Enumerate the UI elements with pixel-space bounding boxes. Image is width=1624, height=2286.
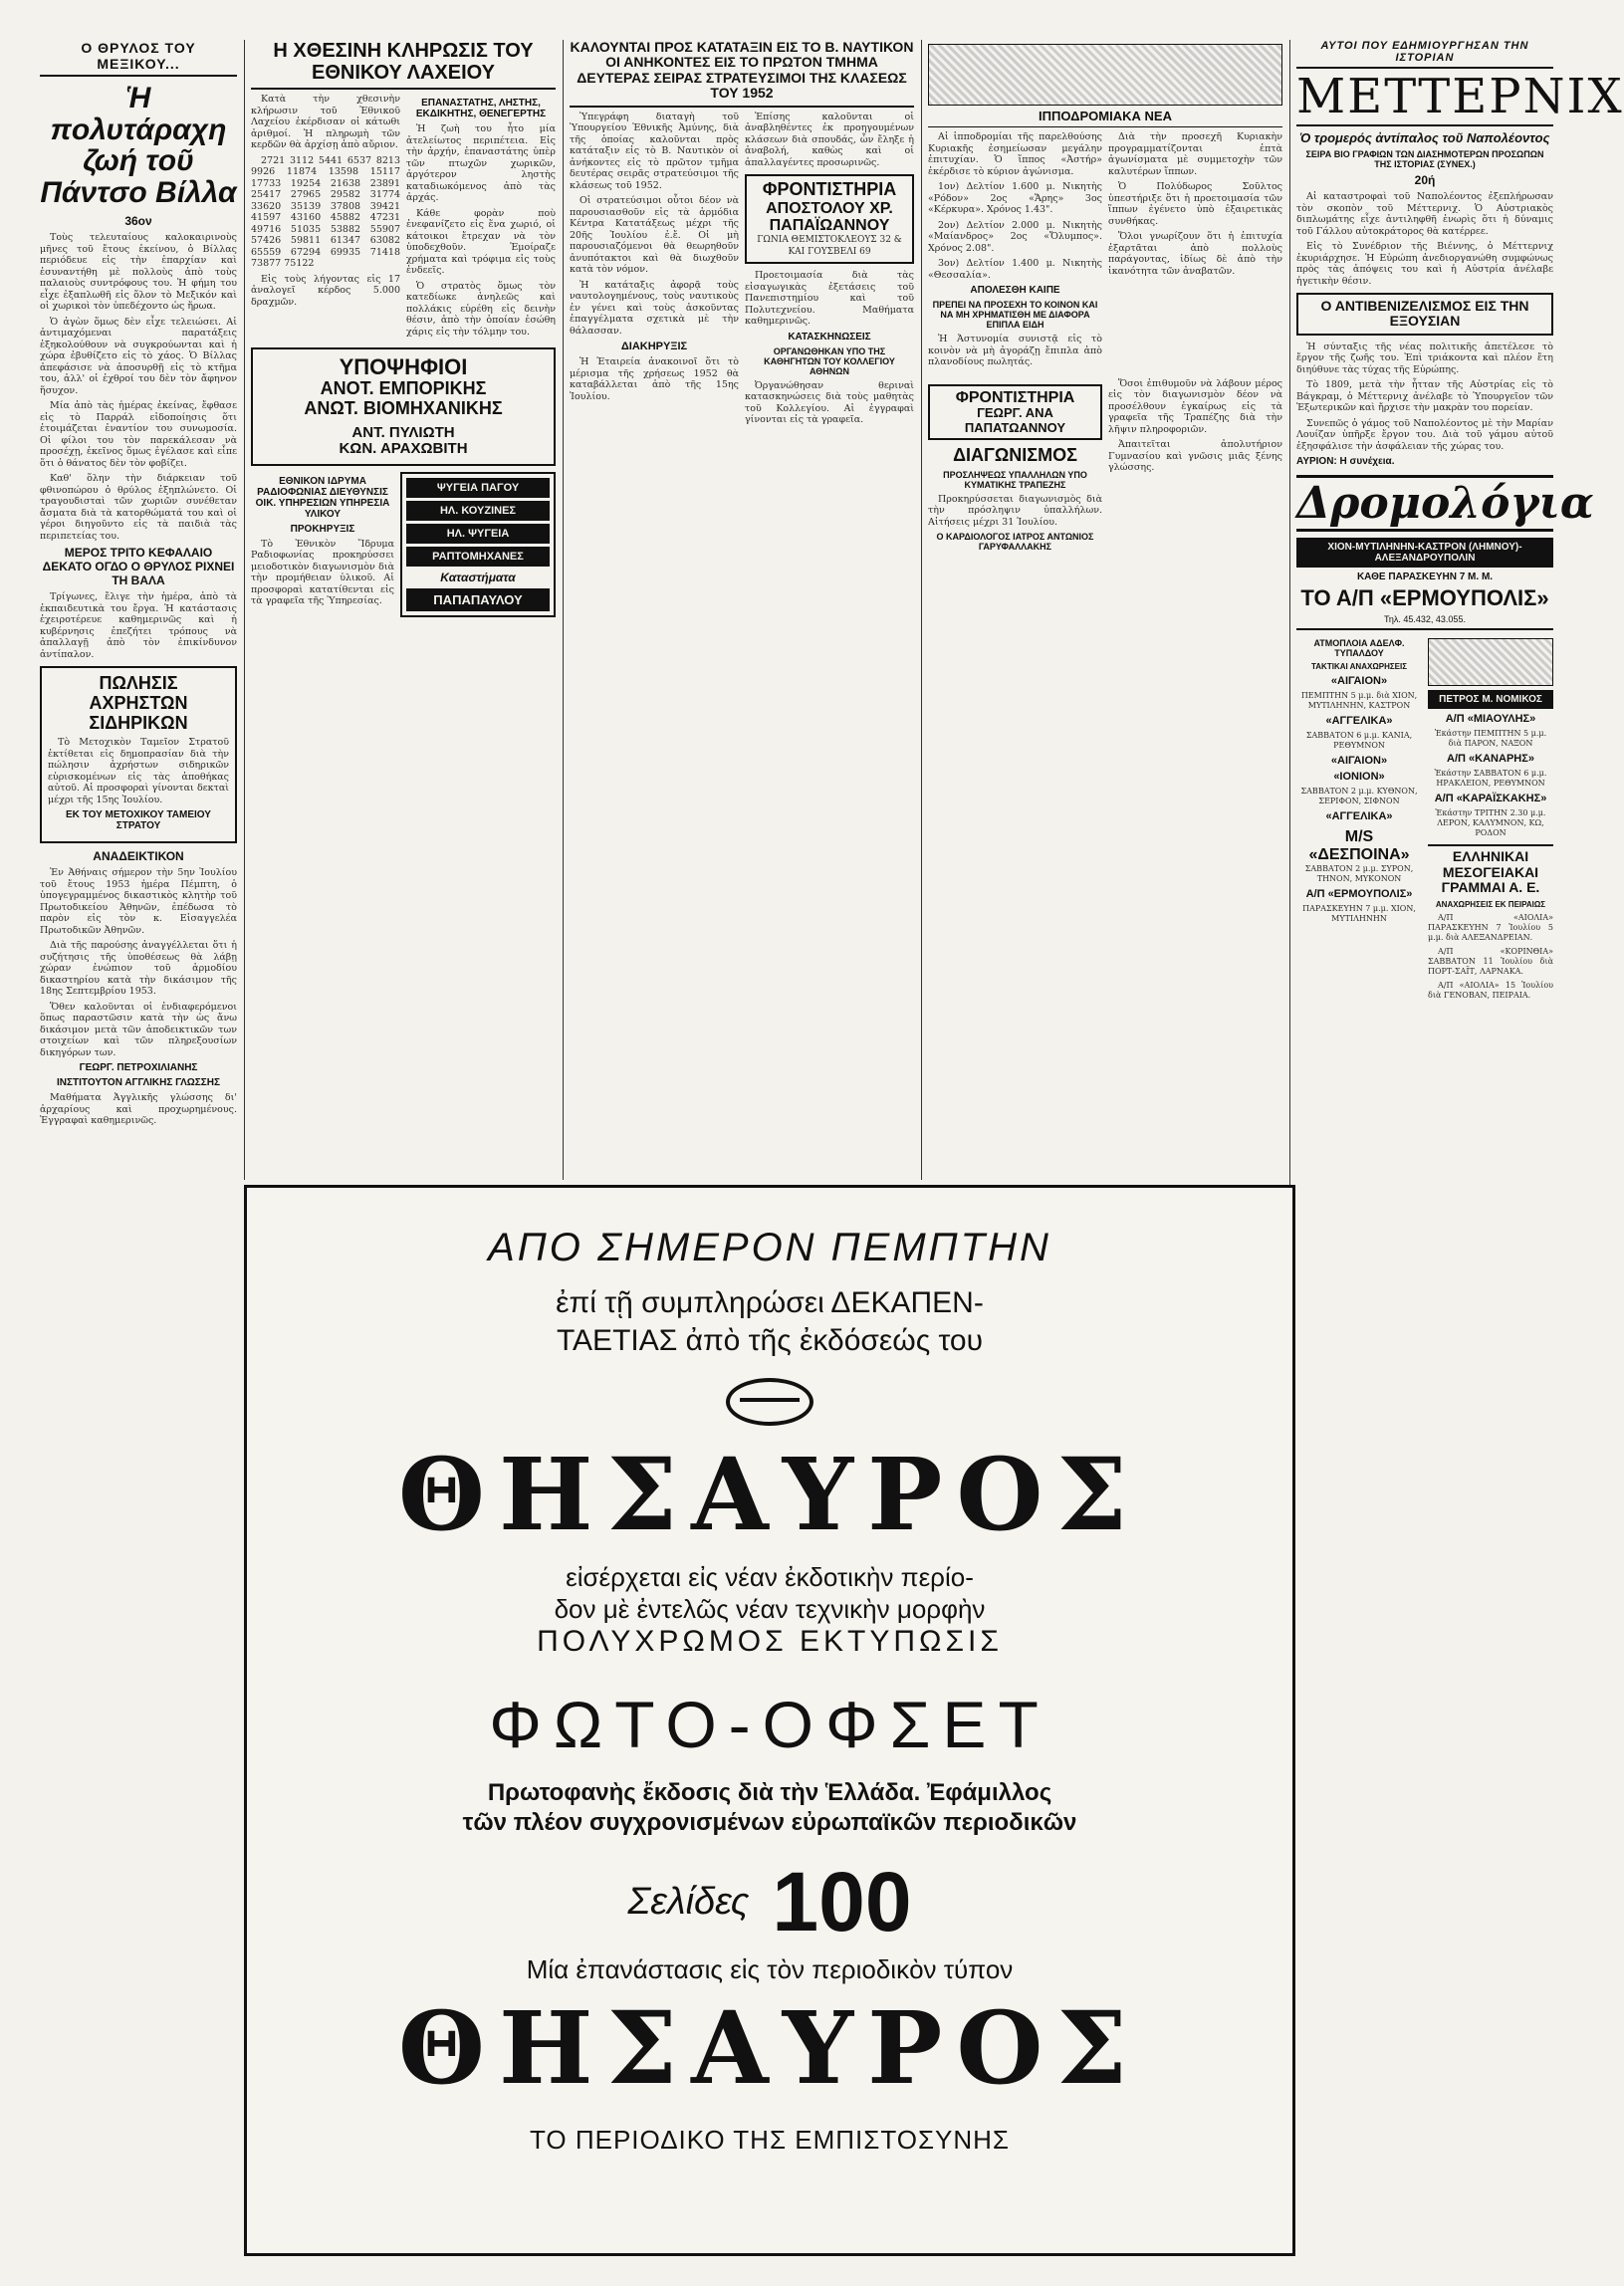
tutoring-box-2 xyxy=(928,384,1102,440)
headline: Ἡ πολυτάραχη ζωή τοῦ Πάντσο Βίλλα xyxy=(40,82,237,209)
ad-line-5a: Πρωτοφανὴς ἔκδοσις διὰ τὴν Ἑλλάδα. Ἐφάμιλλος xyxy=(487,1779,1052,1806)
kicker: ΑΥΤΟΙ ΠΟΥ ΕΔΗΜΙΟΥΡΓΗΣΑΝ ΤΗΝ ΙΣΤΟΡΙΑΝ xyxy=(1296,40,1553,69)
ship-illustration xyxy=(1428,638,1553,686)
radio-title: ΕΘΝΙΚΟΝ ΙΔΡΥΜΑ ΡΑΔΙΟΦΩΝΙΑΣ ΔΙΕΥΘΥΝΣΙΣ ΟΙΚ. ΥΠΗΡΕΣΙΩΝ ΥΠΗΡΕΣΙΑ ΥΛΙΚΟΥ xyxy=(255,475,390,520)
candidates-sub-1: ΑΝΟΤ. ΕΜΠΟΡΙΚΗΣ xyxy=(320,378,487,399)
story-body: Ἡ ζωὴ του ἦτο μία ἀτελείωτος περιπέτεια. Εἰς τὴν ἀρχήν, ἐπαναστάτης ὑπὲρ τῶν πτωχῶν χωρικῶν, ἀργότερον ληστὴς καταδιωκόμενος ἀπὸ τὰς ἀρχάς. Κάθε φορὰν ποὺ ἐνεφανίζετο εἰς ἕνα χωριό, οἱ κάτοικοι ἔτρεχαν νὰ τὸν ὑποδεχθοῦν. Ἐμοίραζε χρήματα καὶ τρόφιμα εἰς τοὺς ἐνδεεῖς. Ὁ στρατὸς ὅμως τὸν κατεδίωκε ἀνηλεῶς καὶ πολλάκις εὑρέθη εἰς δεινὴν θέσιν, ἀπὸ τὴν ὁποίαν ἐσώθη χάρις εἰς τὴν τόλμην του. xyxy=(406,123,556,338)
ad-footer: ΤΟ ΠΕΡΙΟΔΙΚΟ ΤΗΣ ΕΜΠΙΣΤΟΣΥΝΗΣ xyxy=(529,2125,1011,2155)
camp-title: ΚΑΤΑΣΚΗΝΩΣΕΙΣ xyxy=(788,331,871,343)
shop-name: ΠΑΠΑΠΑΥΛΟΥ xyxy=(406,588,550,611)
bottom-row xyxy=(251,472,556,617)
notice-title-2: ΑΝΑΔΕΙΚΤΙΚΟΝ xyxy=(93,849,184,864)
ad-line-3b: δον μὲ ἐντελῶς νέαν τεχνικὴν μορφὴν xyxy=(554,1594,986,1624)
company-name: ΑΤΜΟΠΛΟΙΑ ΑΔΕΛΦ. ΤΥΠΑΛΔΟΥ xyxy=(1313,638,1405,659)
ship-entry-text: ΣΑΒΒΑΤΟΝ 2 μ.μ. ΚΥΘΝΟΝ, ΣΕΡΙΦΟΝ, ΣΙΦΝΟΝ xyxy=(1300,787,1418,806)
column-4 xyxy=(928,40,1282,1180)
navy-body: Ὑπεγράφη διαταγὴ τοῦ Ὑπουργείου Ἐθνικῆς Ἀμύνης, διὰ τῆς ὁποίας καλοῦνται πρὸς κατάταξιν εἰς τὸ Β. Ναυτικὸν οἱ ἀνήκοντες εἰς τὸ πρῶτον τμῆμα δευτέρας σειρᾶς στρατεύσιμοι τῆς κλάσεως τοῦ 1952. Οἱ στρατεύσιμοι οὗτοι δέον νὰ παρουσιασθοῦν εἰς τὰ ἁρμόδια Κέντρα Κατατάξεως μέχρι τῆς 20ῆς Ἰουλίου ἐ.ἔ. Οἱ μὴ παρουσιαζόμενοι θὰ θεωρηθοῦν ἀνυπότακτοι καὶ θὰ διωχθοῦν κατὰ τὸν νόμον. Ἡ κατάταξις ἀφορᾷ τοὺς ναυτολογημένους, τοὺς ναυτικοὺς ἐν γένει καὶ τοὺς ἀσκοῦντας ἐπαγγέλματα σχετικὰ μὲ τὴν θάλασσαν. xyxy=(570,111,739,337)
nomikos-ship: Α/Π «ΚΑΡΑΪΣΚΑΚΗΣ» xyxy=(1434,793,1547,805)
race-illustration xyxy=(928,44,1282,106)
ad-pages-word: Σελίδες xyxy=(627,1881,750,1923)
two-column-block xyxy=(251,94,556,342)
ship-entry: «ΑΓΓΕΛΙΚΑ» xyxy=(1325,810,1393,823)
ship-entry-text: ΣΑΒΒΑΤΟΝ 6 μ.μ. ΚΑΝΙΑ, ΡΕΘΥΜΝΟΝ xyxy=(1305,731,1413,751)
ad-line-2a: ἐπί τῇ συμπληρώσει ΔΕΚΑΠΕΝ- xyxy=(556,1286,984,1319)
notice-body: Τὸ Μετοχικὸν Ταμεῖον Στρατοῦ ἐκτίθεται εἰς δημοπρασίαν διὰ τὴν πώλησιν ἀχρήστων σιδηρικῶν εὑρισκομένων εἰς τὰς ἀποθήκας αὐτοῦ. Αἱ προσφοραὶ γίνονται δεκταὶ μέχρι τῆς 15ης Ἰουλίου. xyxy=(48,737,229,805)
metternich-body-2: Ἡ σύνταξις τῆς νέας πολιτικῆς ἀπετέλεσε τὸ ἔργον τῆς ζωῆς του. Ἐπὶ τριάκοντα καὶ πλέον ἔτη διηύθυνε τὰς τύχας τῆς Εὐρώπης. Τὸ 1809, μετὰ τὴν ἧτταν τῆς Αὐστρίας εἰς τὸ Βάγκραμ, ὁ Μέττερνιχ ἀνέλαβε τὸ Ὑπουργεῖον τῶν Ἐξωτερικῶν καὶ ἤρχισε τὴν μακρὰν του πορείαν. Συνεπῶς ὁ γάμος τοῦ Ναπολέοντος μὲ τὴν Μαρίαν Λουίζαν ὑπῆρξε ἔργον του. Διὰ τοῦ γάμου αὐτοῦ ἐξησφάλισε τὴν ἀσφάλειαν τῆς χώρας του. xyxy=(1296,341,1553,452)
column-rule xyxy=(921,40,922,1180)
nomikos-ship: Α/Π «ΜΙΑΟΥΛΗΣ» xyxy=(1445,713,1536,726)
article-body: Τοὺς τελευταίους καλοκαιρινοὺς μῆνες τοῦ ἔτους ἐκείνου, ὁ Βίλλας περιόδευε εἰς τὴν ἐπαρχίαν καὶ ἐσυναντήθη μὲ πολλοὺς ἀπὸ τοὺς παλαιοὺς συντρόφους του. Ἡ φήμη του εἶχε ἐξαπλωθῆ εἰς ὅλον τὸ Μεξικόν καὶ οἱ χωρικοὶ τὸν ὑπεδέχοντο ὡς ἥρωα. Ὁ ἀγὼν ὅμως δὲν εἶχε τελειώσει. Αἱ ἀντιμαχόμεναι παρατάξεις ἐξηκολούθουν νὰ συγκρούωνται καὶ ἡ χώρα ἐβυθίζετο εἰς τὸ χάος. Ὁ Βίλλας ἀπεφάσισε νὰ ἀποσυρθῇ εἰς τὸ κτῆμα του, ἀλλ' οἱ ἐχθροί του δὲν τὸν ἄφηνον ἥσυχον. Μία ἀπὸ τὰς ἡμέρας ἐκείνας, ἔφθασε εἰς τὸ Παρράλ εἰδοποίησις ὅτι ἐτοιμάζεται ἐναντίον του συνωμοσία. Οἱ φίλοι του τὸν παρεκάλεσαν νὰ προσέχῃ, ἐκεῖνος ὅμως ἐγέλασε καὶ εἶπε ὅτι ὁ θάνατος δὲν τὸν φοβίζει. Καθ' ὅλην τὴν διάρκειαν τοῦ φθινοπώρου ὁ θρύλος ἐξηπλώνετο. Οἱ τραγουδισταὶ τῶν χωριῶν συνέθεταν ἄσματα διὰ τὰ κατορθώματά του καὶ οἱ γέροι διηγοῦντο εἰς τὰ παιδιὰ τὰς περιπετείας του. xyxy=(40,232,237,542)
continuation: ΑΥΡΙΟΝ: Η συνέχεια. xyxy=(1296,456,1395,468)
ship-name: ΤΟ Α/Π «ΕΡΜΟΥΠΟΛΙΣ» xyxy=(1300,585,1549,611)
story-column xyxy=(406,94,556,342)
tutoring-title: ΦΡΟΝΤΙΣΤΗΡΙΑ xyxy=(762,179,897,200)
schedule-row xyxy=(1296,628,1553,1004)
two-column-block xyxy=(928,131,1282,372)
nomikos-ship: Α/Π «ΚΑΝΑΡΗΣ» xyxy=(1447,753,1534,766)
right-column xyxy=(1108,131,1282,372)
ship-entry-text: Ἐκάστην ΤΡΙΤΗΝ 2.30 μ.μ. ΛΕΡΟΝ, ΚΑΛΥΜΝΟΝ, ΚΩ, ΡΟΔΟΝ xyxy=(1435,808,1546,838)
lottery-body: Κατὰ τὴν χθεσινὴν κλήρωσιν τοῦ Ἐθνικοῦ Λαχείου ἐκέρδισαν οἱ κάτωθι ἀριθμοί. Ἡ πληρωμὴ τῶν κερδῶν θὰ ἀρχίσῃ ἀπὸ αὔριον. 2721 3112 5441 6537 8213 9926 11874 13598 15117 17733 19254 21638 23891 25417 27965 29582 31774 33620 35139 37808 39421 41597 43160 45882 47231 49716 51035 53882 55907 57426 59811 61347 63082 65559 67294 69935 71418 73877 75122 Εἰς τοὺς λήγοντας εἰς 17 ἀναλογεῖ κέρδος 5.000 δραχμῶν. xyxy=(251,94,400,308)
column-2 xyxy=(251,40,556,1180)
hellenic-sub: ΑΝΑΧΩΡΗΣΕΙΣ ΕΚ ΠΕΙΡΑΙΩΣ xyxy=(1435,899,1546,909)
racing-column xyxy=(928,131,1102,372)
diak-body: Ἡ Ἑταιρεία ἀνακοινοῖ ὅτι τὸ μέρισμα τῆς χρήσεως 1952 θὰ καταβάλλεται ἀπὸ τῆς 15ης Ἰουλίου. xyxy=(570,356,739,402)
column-rule xyxy=(563,40,564,1180)
shop-ad xyxy=(400,472,556,617)
antivenizelism-title: Ο ΑΝΤΙΒΕΝΙΖΕΛΙΣΜΟΣ ΕΙΣ ΤΗΝ ΕΞΟΥΣΙΑΝ xyxy=(1320,298,1529,330)
doctor-title: Ο ΚΑΡΔΙΟΛΟΓΟΣ ΙΑΤΡΟΣ ΑΝΤΩΝΙΟΣ ΓΑΡΥΦΑΛΛΑΚΗΣ xyxy=(936,532,1094,553)
shop-item: ΗΛ. ΚΟΥΖΙΝΕΣ xyxy=(406,501,550,521)
tutoring-name: ΑΠΟΣΤΟΛΟΥ ΧΡ. ΠΑΠΑΪΩΑΝΝΟΥ xyxy=(766,199,893,235)
lottery-column xyxy=(251,94,400,342)
radio-notice xyxy=(251,472,394,617)
lost-title: ΑΠΟΛΕΣΘΗ ΚΑΙΠΕ xyxy=(970,285,1060,297)
issue-number: 36ον xyxy=(124,214,152,228)
route-line: ΧΙΟΝ-ΜΥΤΙΛΗΝΗΝ-ΚΑΣΤΡΟΝ (ΛΗΜΝΟΥ)-ΑΛΕΞΑΝΔΡΟΥΠΟΛΙΝ xyxy=(1296,538,1553,568)
lottery-headline: Η ΧΘΕΣΙΝΗ ΚΛΗΡΩΣΙΣ ΤΟΥ ΕΘΝΙΚΟΥ ΛΑΧΕΙΟΥ xyxy=(251,40,556,90)
tutoring-name-2: ΓΕΩΡΓ. ΑΝΑ ΠΑΠΑΤΩΑΝΝΟΥ xyxy=(964,405,1066,435)
warning-body: Ἡ Ἀστυνομία συνιστᾷ εἰς τὸ κοινὸν νὰ μὴ ἀγοράζῃ ἔπιπλα ἀπὸ πλανοδίους πωλητάς. xyxy=(928,334,1102,368)
front-col xyxy=(928,378,1102,556)
notice-sign-2: ΓΕΩΡΓ. ΠΕΤΡΟΧΙΛΙΑΝΗΣ xyxy=(79,1062,198,1074)
shop-item: ΡΑΠΤΟΜΗΧΑΝΕΣ xyxy=(406,547,550,567)
metternich-title: ΜΕΤΤΕΡΝΙΧ xyxy=(1296,69,1624,124)
route-freq: ΚΑΘΕ ΠΑΡΑΣΚΕΥΗΝ 7 Μ. Μ. xyxy=(1356,572,1494,583)
column-5 xyxy=(1296,40,1624,2250)
column-1 xyxy=(40,40,237,2250)
metternich-body: Αἱ καταστροφαὶ τοῦ Ναπολέοντος ἐξεπλήρωσαν τὸν σκοπὸν τοῦ Μέττερνιχ. Ὁ Αὐστριακὸς διπλωμάτης εἶχε ἀντιληφθῆ ἐνωρὶς ὅτι ἡ δύναμις τοῦ Γάλλου αὐτοκράτορος θὰ κατέρρεε. Εἰς τὸ Συνέδριον τῆς Βιέννης, ὁ Μέττερνιχ ἐκυριάρχησε. Ἡ Εὐρώπη ἀνεδιοργανώθη συμφώνως πρὸς τὰς ἀπόψεις του καὶ ἡ Αὐστρία ἀνέλαβε ἡγετικὴν θέσιν. xyxy=(1296,191,1553,287)
ship-entry: «ΑΓΓΕΛΙΚΑ» xyxy=(1325,715,1393,728)
notice-body-2: Ἐν Ἀθήναις σήμερον τὴν 5ην Ἰουλίου τοῦ ἔτους 1953 ἡμέρα Πέμπτη, ὁ ὑπογεγραμμένος δικαστικὸς κλητὴρ τοῦ Πρωτοδικείου Ἀθηνῶν, ἐπέδωσα τὸ παρὸν εἰς τὸν κ. Εἰσαγγελέα Πρωτοδικῶν Ἀθηνῶν. Διὰ τῆς παρούσης ἀναγγέλλεται ὅτι ἡ συζήτησις τῆς ὑποθέσεως θὰ λάβῃ χώραν ἐνώπιον τοῦ ἁρμοδίου δικαστηρίου κατὰ τὴν δικάσιμον τῆς 18ης Σεπτεμβρίου 1953. Ὅθεν καλοῦνται οἱ ἐνδιαφερόμενοι ὅπως παραστῶσιν κατὰ τὴν ὡς ἄνω δικάσιμον μετὰ τῶν ἀποδεικτικῶν των στοιχείων καὶ τῶν πληρεξουσίων δικηγόρων των. xyxy=(40,867,237,1058)
story-sub: ΕΠΑΝΑΣΤΑΤΗΣ, ΛΗΣΤΗΣ, ΕΚΔΙΚΗΤΗΣ, ΘΕΝΕΓΕΡΤΗΣ xyxy=(415,98,547,119)
notice-sign: ΕΚ ΤΟΥ ΜΕΤΟΧΙΚΟΥ ΤΑΜΕΙΟΥ ΣΤΡΑΤΟΥ xyxy=(66,809,211,832)
diak-title: ΔΙΑΚΗΡΥΞΙΣ xyxy=(620,341,688,353)
hellenic-body: Α/Π «ΑΙΟΛΙΑ» ΠΑΡΑΣΚΕΥΗΝ 7 Ἰουλίου 5 μ.μ. διὰ ΑΛΕΞΑΝΔΡΕΙΑΝ. Α/Π «ΚΟΡΙΝΘΙΑ» ΣΑΒΒΑΤΟΝ 11 Ἰουλίου διὰ ΠΟΡΤ-ΣΑΪΤ, ΛΑΡΝΑΚΑ. Α/Π «ΑΙΟΛΙΑ» 15 Ἰουλίου διὰ ΓΕΝΟΒΑΝ, ΠΕΙΡΑΙΑ. xyxy=(1428,912,1553,1000)
racing-body: Αἱ ἱπποδρομίαι τῆς παρελθούσης Κυριακῆς ἐσημείωσαν μεγάλην ἐπιτυχίαν. Ὁ ἵππος «Ἀστήρ» ἐκέρδισε τὸ κύριον ἀγώνισμα. 1ον) Δελτίον 1.600 μ. Νικητὴς «Ρόδον» 2ος «Ἄρης» 3ος «Κέρκυρα». Χρόνος 1.43". 2ον) Δελτίον 2.000 μ. Νικητὴς «Μαίανδρος» 2ος «Ὄλυμπος». Χρόνος 2.08". 3ον) Δελτίον 1.400 μ. Νικητὴς «Θεσσαλία». xyxy=(928,131,1102,281)
bottom-body: Μαθήματα Ἀγγλικῆς γλώσσης δι' ἀρχαρίους καὶ προχωρημένους. Ἐγγραφαὶ καθημερινῶς. xyxy=(40,1092,237,1127)
article-body-2: Τρίγωνες, ἔλιγε τὴν ἡμέρα, ἀπὸ τὰ ἐκπαιδευτικὰ του ἔργα. Ἡ κατάστασις ἐχειροτέρευε καθημερινῶς καὶ ἡ κυβέρνησις ἐπεζήτει τρόπους νὰ ἀπαλλαγῇ ἀπὸ τὸν ἐπικίνδυνον ἀντίπαλον. xyxy=(40,591,237,660)
tutoring-addr: ΓΩΝΙΑ ΘΕΜΙΣΤΟΚΛΕΟΥΣ 32 & ΚΑΙ ΓΟΥΣΒΕΛΙ 69 xyxy=(757,235,902,257)
contest-sub: ΠΡΟΣΛΗΨΕΩΣ ΥΠΑΛΛΗΛΩΝ ΥΠΟ ΚΥΜΑΤΙΚΗΣ ΤΡΑΠΕΖΗΣ xyxy=(943,469,1087,490)
right-column xyxy=(745,112,914,430)
ad-line-5b: τῶν πλέον συγχρονισμένων εὐρωπαϊκῶν περιοδικῶν xyxy=(462,1809,1077,1836)
candidates-sub-2: ΑΝΩΤ. ΒΙΟΜΗΧΑΝΙΚΗΣ xyxy=(304,397,503,418)
series-label: ΣΕΙΡΑ ΒΙΟ ΓΡΑΦΙΩΝ ΤΩΝ ΔΙΑΣΗΜΟΤΕΡΩΝ ΠΡΟΣΩΠΩΝ ΤΗΣ ΙΣΤΟΡΙΑΣ (ΣΥΝΕΧ.) xyxy=(1305,149,1544,169)
column-rule xyxy=(244,40,245,1180)
bottom-row xyxy=(928,378,1282,556)
candidate-name-2: ΚΩΝ. ΑΡΑΧΩΒΙΤΗ xyxy=(339,440,468,458)
schedule-label: ΤΑΚΤΙΚΑΙ ΑΝΑΧΩΡΗΣΕΙΣ xyxy=(1310,662,1407,672)
ship-entry-text: Ἐκάστην ΣΑΒΒΑΤΟΝ 6 μ.μ. ΗΡΑΚΛΕΙΟΝ, ΡΕΘΥΜΝΟΝ xyxy=(1434,769,1547,789)
nomikos-col xyxy=(1428,634,1553,1004)
candidates-title: ΥΠΟΨΗΦΙΟΙ xyxy=(339,354,468,379)
ship-entry: «ΑΙΓΑΙΟΝ» xyxy=(1330,675,1388,688)
camp-body: Ὀργανώθησαν θεριναὶ κατασκηνώσεις διὰ τοὺς μαθητὰς τοῦ Κολλεγίου. Αἱ ἐγγραφαὶ γίνονται εἰς τὰ γραφεῖα. xyxy=(745,379,914,426)
ship-entry: «ΑΙΓΑΙΟΝ» xyxy=(1330,755,1388,768)
ad-line-1: ΑΠΟ ΣΗΜΕΡΟΝ ΠΕΜΠΤΗΝ xyxy=(488,1226,1051,1269)
tutoring-box xyxy=(745,174,914,264)
ad-name-2: ΘΗΣΑΥΡΟΣ xyxy=(397,1989,1142,2107)
shop-item: ΨΥΓΕΙΑ ΠΑΓΟΥ xyxy=(406,478,550,498)
ship-entry-text: ΣΑΒΒΑΤΟΝ 2 μ.μ. ΣΥΡΟΝ, ΤΗΝΟΝ, ΜΥΚΟΝΟΝ xyxy=(1304,863,1414,883)
ermoupolis-ship: Α/Π «ΕΡΜΟΥΠΟΛΙΣ» xyxy=(1305,887,1413,900)
ad-pages-number: 100 xyxy=(772,1855,912,1948)
despoina-ship: Μ/S «ΔΕΣΠΟΙΝΑ» xyxy=(1308,828,1410,864)
section-label: ΜΕΡΟΣ ΤΡΙΤΟ ΚΕΦΑΛΑΙΟ ΔΕΚΑΤΟ ΟΓΔΟ Ο ΘΡΥΛΟΣ ΡΙΧΝΕΙ ΤΗ ΒΑΛΑ xyxy=(42,546,235,587)
two-column-block xyxy=(570,112,914,430)
navy-column xyxy=(570,112,739,430)
candidate-name-1: ΑΝΤ. ΠΥΛΙΩΤΗ xyxy=(351,423,455,441)
radio-body: Τὸ Ἐθνικὸν Ἵδρυμα Ραδιοφωνίας προκηρύσσει μειοδοτικὸν διαγωνισμὸν διὰ τὴν προμήθειαν ὑλικοῦ. Αἱ προσφοραὶ κατατίθενται εἰς τὰ γραφεῖα τῆς Ὑπηρεσίας. xyxy=(251,538,394,607)
shop-item: ΗΛ. ΨΥΓΕΙΑ xyxy=(406,524,550,544)
hellenic-lines: ΕΛΛΗΝΙΚΑΙ ΜΕΣΟΓΕΙΑΚΑΙ ΓΡΑΜΜΑΙ Α. Ε. xyxy=(1428,844,1553,895)
contest-title: ΔΙΑΓΩΝΙΣΜΟΣ xyxy=(953,444,1077,465)
right-body-2: Προετοιμασία διὰ τὰς εἰσαγωγικὰς ἐξετάσεις τοῦ Πανεπιστημίου καὶ τοῦ Πολυτεχνείου. Μαθήματα καθημερινῶς. xyxy=(745,270,914,328)
contest-body: Προκηρύσσεται διαγωνισμὸς διὰ τὴν πρόσληψιν ὑπαλλήλων. Αἰτήσεις μέχρι 31 Ἰουλίου. xyxy=(928,493,1102,528)
ad-line-3a: εἰσέρχεται εἰς νέαν ἐκδοτικὴν περίο- xyxy=(566,1562,974,1592)
bottom-notice: ΙΝΣΤΙΤΟΥΤΟΝ ΑΓΓΛΙΚΗΣ ΓΛΩΣΣΗΣ xyxy=(57,1077,220,1089)
kicker: Ο ΘΡΥΛΟΣ ΤΟΥ ΜΕΞΙΚΟΥ... xyxy=(40,40,237,77)
right-body: Ἐπίσης καλοῦνται οἱ ἀναβληθέντες ἐκ προηγουμένων κλάσεων διὰ σπουδάς, ὧν ἔληξε ἡ ἀναβολή, καθὼς καὶ οἱ ἀπαλλαγέντες προσωρινῶς. xyxy=(745,111,914,168)
ship-tel: Τηλ. 45.432, 43.055. xyxy=(1384,614,1466,625)
ship-entry: «ΙΟΝΙΟΝ» xyxy=(1333,771,1385,784)
typaldos-col xyxy=(1296,634,1422,1004)
ad-line-6: Μία ἐπανάστασις εἰς τὸν περιοδικὸν τύπον xyxy=(526,1954,1014,1984)
warning-title: ΠΡΕΠΕΙ ΝΑ ΠΡΟΣΕΧΗ ΤΟ ΚΟΙΝΟΝ ΚΑΙ ΝΑ ΜΗ ΧΡΗΜΑΤΙΣΘΗ ΜΕ ΔΙΑΦΟΡΑ ΕΠΙΠΛΑ ΕΙΔΗ xyxy=(932,300,1098,331)
ship-entry-text: Ἐκάστην ΠΕΜΠΤΗΝ 5 μ.μ. διὰ ΠΑΡΟΝ, ΝΑΞΟΝ xyxy=(1434,729,1547,749)
navy-headline: ΚΑΛΟΥΝΤΑΙ ΠΡΟΣ ΚΑΤΑΤΑΞΙΝ ΕΙΣ ΤΟ Β. ΝΑΥΤΙΚΟΝ ΟΙ ΑΝΗΚΟΝΤΕΣ ΕΙΣ ΤΟ ΠΡΩΤΟΝ ΤΜΗΜΑ ΔΕΥΤΕΡΑΣ ΣΕΙΡΑΣ ΣΤΡΑΤΕΥΣΙΜΟΙ ΤΗΣ ΚΛΑΣΕΩΣ ΤΟΥ 1952 xyxy=(570,40,914,108)
right-body: Διὰ τὴν προσεχῆ Κυριακὴν προγραμματίζονται ἐπτὰ ἀγωνίσματα μὲ συμμετοχὴν τῶν καλυτέρων ἵππων. Ὁ Πολύδωρος Σοῦλτος ὑπεστήριξε ὅτι ἡ προετοιμασία τῶν ἵππων ἐγένετο ὑπὸ ἐξαιρετικὰς συνθήκας. Ὅλοι γνωρίζουν ὅτι ἡ ἐπιτυχία ἐξαρτᾶται ἀπὸ πολλοὺς παράγοντας, ἰδίως δὲ ἀπὸ τὴν ἱκανότητα τῶν ἀναβατῶν. xyxy=(1108,131,1282,277)
ad-line-4: ΠΟΛΥΧΡΩΜΟΣ ΕΚΤΥΠΩΣΙΣ xyxy=(537,1625,1003,1658)
notice-box xyxy=(40,666,237,843)
radio-sub: ΠΡΟΚΗΡΥΞΙΣ xyxy=(290,523,355,535)
candidates-box xyxy=(251,347,556,466)
metternich-sub: Ὁ τρομερός ἀντίπαλος τοῦ Ναπολέοντος xyxy=(1299,130,1550,145)
ad-line-2b: ΤΑΕΤΙΑΣ ἀπὸ τῆς ἐκδόσεώς του xyxy=(556,1324,984,1357)
thesauros-advertisement xyxy=(244,1185,1295,2256)
right-body-3: Ὅσοι ἐπιθυμοῦν νὰ λάβουν μέρος εἰς τὸν διαγωνισμὸν δέον νὰ προσέλθουν ἐγκαίρως εἰς τὰ γραφεῖα τῆς Τραπέζης διὰ τὴν λῆψιν πληροφοριῶν. Ἀπαιτεῖται ἀπολυτήριον Γυμνασίου καὶ γνῶσις μιᾶς ξένης γλώσσης. xyxy=(1108,377,1282,474)
antivenizelism-box xyxy=(1296,293,1553,336)
issue-number: 20ή xyxy=(1414,173,1436,187)
shop-sign: Καταστήματα xyxy=(440,570,516,584)
racing-headline: ΙΠΠΟΔΡΟΜΙΑΚΑ ΝΕΑ xyxy=(928,110,1282,127)
ship-entry-text: ΠΕΜΠΤΗΝ 5 μ.μ. διὰ ΧΙΟΝ, ΜΥΤΙΛΗΝΗΝ, ΚΑΣΤΡΟΝ xyxy=(1300,691,1418,711)
ad-name: ΘΗΣΑΥΡΟΣ xyxy=(397,1436,1142,1553)
right-col xyxy=(1108,378,1282,556)
ad-photo-offset: ΦΩΤΟ-ΟΦΣΕΤ xyxy=(489,1688,1050,1761)
column-3 xyxy=(570,40,914,1180)
ship-entry-text: ΠΑΡΑΣΚΕΥΗΝ 7 μ.μ. ΧΙΟΝ, ΜΥΤΙΛΗΝΗΝ xyxy=(1302,903,1416,923)
camp-sub: ΟΡΓΑΝΩΘΗΚΑΝ ΥΠΟ ΤΗΣ ΚΑΘΗΓΗΤΩΝ ΤΟΥ ΚΟΛΛΕΓΙΟΥ ΑΘΗΝΩΝ xyxy=(764,345,895,376)
nomikos-name: ΠΕΤΡΟΣ Μ. ΝΟΜΙΚΟΣ xyxy=(1428,690,1553,709)
notice-title: ΠΩΛΗΣΙΣ ΑΧΡΗΣΤΩΝ ΣΙΔΗΡΙΚΩΝ xyxy=(89,673,188,733)
routes-title: Δρομολόγια xyxy=(1296,475,1553,532)
ad-logo-mark xyxy=(726,1378,813,1426)
newspaper-page xyxy=(40,39,1624,2250)
ad-pages xyxy=(247,1854,1292,1950)
tutoring-title-2: ΦΡΟΝΤΙΣΤΗΡΙΑ xyxy=(955,388,1075,406)
